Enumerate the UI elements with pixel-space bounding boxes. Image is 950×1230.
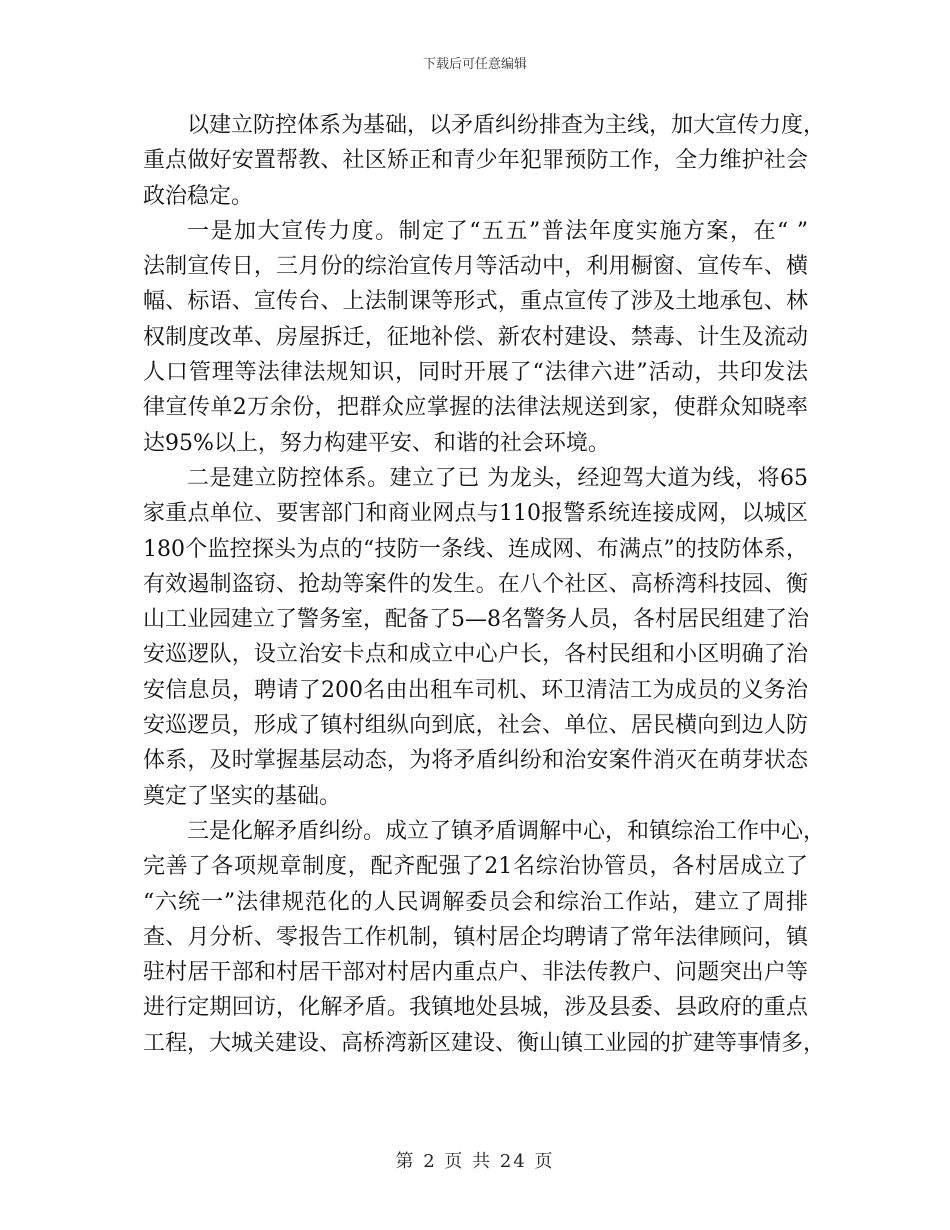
text-line: 体系，及时掌握基层动态，为将矛盾纠纷和治安案件消灭在萌芽状态 [143,748,808,774]
page-header: 下载后可任意编辑 [422,57,527,72]
text-line: 驻村居干部和村居干部对村居内重点户、非法传教户、问题突出户等 [143,960,808,986]
text-line: 完善了各项规章制度，配齐配强了21名综治协管员，各村居成立了 [143,854,808,880]
text-line: 180个监控探头为点的“技防一条线、连成网、布满点”的技防体系， [143,536,808,562]
text-line: 查、月分析、零报告工作机制，镇村居企均聘请了常年法律顾问，镇 [143,924,808,950]
text-line: 以建立防控体系为基础，以矛盾纠纷排查为主线，加大宣传力度， [187,113,826,138]
paragraph [143,814,826,1061]
text-line: 奠定了坚实的基础。 [143,783,342,809]
text-line: 人口管理等法律法规知识，同时开展了“法律六进”活动，共印发法 [143,360,808,386]
text-line: 安信息员，聘请了200名由出租车司机、环卫清洁工为成员的义务治 [143,677,808,703]
text-line: 有效遏制盗窃、抢劫等案件的发生。在八个社区、高桥湾科技园、衡 [143,571,808,597]
text-line: 法制宣传日，三月份的综治宣传月等活动中，利用橱窗、宣传车、横 [143,254,808,280]
text-line: 政治稳定。 [143,183,254,209]
text-line: 山工业园建立了警务室，配备了5—8名警务人员，各村居民组建了治 [143,607,809,633]
text-line: 三是化解矛盾纠纷。成立了镇矛盾调解中心，和镇综治工作中心， [187,818,826,844]
text-line: 律宣传单2万余份，把群众应掌握的法律法规送到家，使群众知晓率 [143,395,808,421]
page-footer-page-number: 第 2 页 共 24 页 [395,1151,555,1172]
text-line: 一是加大宣传力度。制定了“五五”普法年度实施方案，在“ ” [187,218,808,244]
text-line: 达95%以上，努力构建平安、和谐的社会环境。 [143,430,610,456]
text-line: 幅、标语、宣传台、上法制课等形式，重点宣传了涉及土地承包、林 [143,289,808,315]
text-line: 工程，大城关建设、高桥湾新区建设、衡山镇工业园的扩建等事情多， [143,1030,826,1056]
paragraph [143,461,808,814]
document-body [143,108,826,1061]
text-line: 重点做好安置帮教、社区矫正和青少年犯罪预防工作，全力维护社会 [143,148,808,174]
text-line: 家重点单位、要害部门和商业网点与110报警系统连接成网，以城区 [143,501,808,527]
text-line: 二是建立防控体系。建立了已 为龙头，经迎驾大道为线，将65 [187,465,808,491]
paragraph [143,214,808,461]
text-line: 进行定期回访，化解矛盾。我镇地处县城，涉及县委、县政府的重点 [143,995,808,1021]
text-line: 安巡逻员，形成了镇村组纵向到底，社会、单位、居民横向到边人防 [143,713,808,739]
text-line: 安巡逻队，设立治安卡点和成立中心户长，各村民组和小区明确了治 [143,642,808,668]
paragraph [143,108,826,214]
text-line: 权制度改革、房屋拆迁，征地补偿、新农村建设、禁毒、计生及流动 [143,324,808,350]
text-line: “六统一”法律规范化的人民调解委员会和综治工作站，建立了周排 [143,889,808,915]
